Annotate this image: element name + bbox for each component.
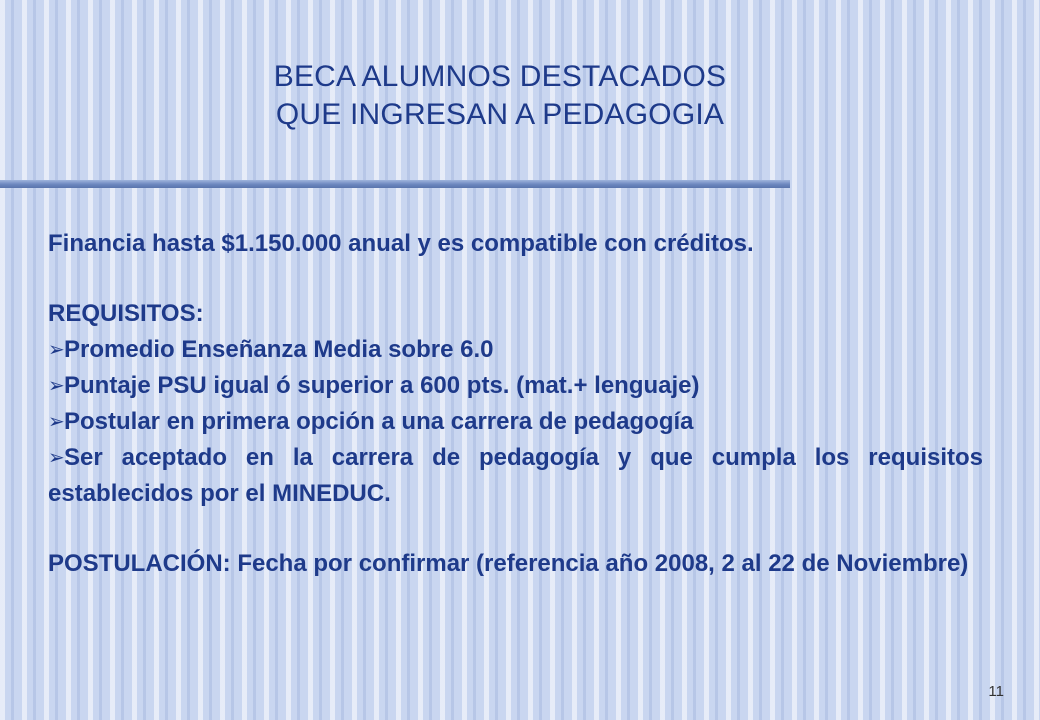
arrow-bullet-icon: ➢ xyxy=(48,411,65,433)
slide-title xyxy=(150,58,850,134)
title-line-1: BECA ALUMNOS DESTACADOS xyxy=(273,60,727,93)
requirement-text: Ser aceptado en la carrera de pedagogía y que cumpla los requisitos establecidos por el MINEDUC. xyxy=(48,444,983,507)
arrow-bullet-icon: ➢ xyxy=(48,339,65,361)
requirement-item xyxy=(48,368,983,404)
application-text: POSTULACIÓN: Fecha por confirmar (referencia año 2008, 2 al 22 de Noviembre) xyxy=(48,550,969,577)
requirement-text: Puntaje PSU igual ó superior a 600 pts. (mat.+ lenguaje) xyxy=(64,372,700,399)
title-divider-bar xyxy=(0,180,790,188)
spacer xyxy=(48,512,983,546)
slide-body xyxy=(48,226,983,582)
page-number: 11 xyxy=(988,683,1004,700)
title-line-2: QUE INGRESAN A PEDAGOGIA xyxy=(275,98,725,131)
requirement-item xyxy=(48,404,983,440)
arrow-bullet-icon: ➢ xyxy=(48,447,65,469)
arrow-bullet-icon: ➢ xyxy=(48,375,65,397)
financing-text: Financia hasta $1.150.000 anual y es compatible con créditos. xyxy=(48,230,754,257)
requirement-item xyxy=(48,332,983,368)
requirement-text: Promedio Enseñanza Media sobre 6.0 xyxy=(64,336,494,363)
requirements-list xyxy=(48,332,983,512)
spacer xyxy=(48,262,983,296)
requirement-item xyxy=(48,440,983,512)
requirement-text: Postular en primera opción a una carrera de pedagogía xyxy=(64,408,694,435)
requirements-heading: REQUISITOS: xyxy=(48,300,204,327)
